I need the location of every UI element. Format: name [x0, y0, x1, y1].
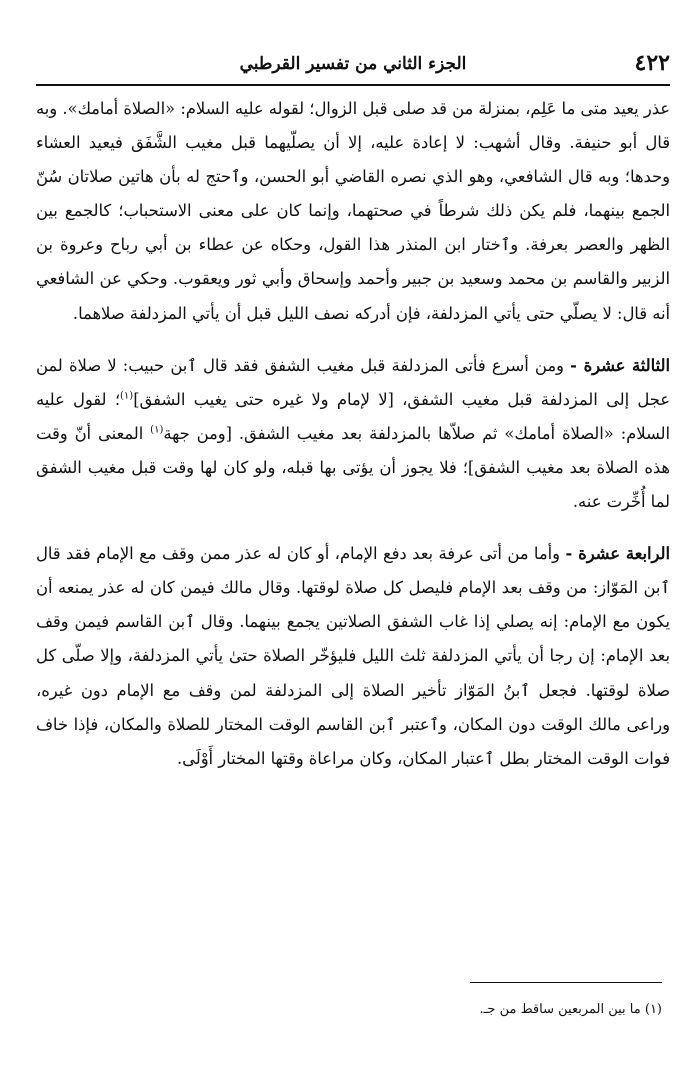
footnote-marker: (١) — [120, 390, 134, 402]
footnote: (١) ما بين المربعين ساقط من جـ. — [479, 1002, 662, 1017]
footnote-divider — [470, 982, 662, 983]
paragraph — [36, 537, 670, 776]
paragraph-text: وأما من أتى عرفة بعد دفع الإمام، أو كان له عذر ممن وقف مع الإمام فقد قال ٱبن المَوّاز: من وقف بعد الإمام فليصل كل صلاة لوقتها. وقال مالك فيمن كان له عذر يمنعه أن يكون مع الإمام: إنه يصلي إذا غاب الشفق الصلاتين يجمع بينهما. وقال ٱبن القاسم فيمن وقف بعد الإمام: إن رجا أن يأتي المزدلفة ثلث الليل فليؤخّر الصلاة حتىٰ يأتي المزدلفة، وإلا صلّى كل صلاة لوقتها. فجعل ٱبنُ المَوّاز تأخير الصلاة إلى المزدلفة لمن وقف مع الإمام دون غيره، وراعى مالك الوقت دون المكان، وٱعتبر ٱبن القاسم الوقت المختار للصلاة والمكان، فإذا خاف فوات الوقت المختار بطل ٱعتبار المكان، وكان مراعاة وقتها المختار أَوْلَى. — [36, 544, 670, 768]
paragraph — [36, 349, 670, 519]
paragraph-text: ؛ لقول عليه السلام: «الصلاة أمامك» ثم صلاّها بالمزدلفة بعد مغيب الشفق. [ومن جهة — [36, 389, 670, 443]
paragraph-text: المعنى أنّ وقت هذه الصلاة بعد مغيب الشفق]؛ فلا يجوز أن يؤتى بها قبله، ولو كان لها وقت قبل مغيب الشفق لما أُخِّرت عنه. — [36, 423, 670, 512]
paragraph-text: عذر يعيد متى ما عَلِم، بمنزلة من قد صلى قبل الزوال؛ لقوله عليه السلام: «الصلاة أمامك». وبه قال أبو حنيفة. وقال أشهب: لا إعادة عليه، إلا أن يصلّيهما قبل مغيب الشَّفَق فيعيد العشاء وحدها؛ وبه قال الشافعي، وهو الذي نصره القاضي أبو الحسن، وٱحتج له بأن هاتين صلاتان سُنّ الجمع بينهما، فلم يكن ذلك شرطاً في صحتهما، وإنما كان على معنى الاستحباب؛ كالجمع بين الظهر والعصر بعرفة. وٱختار ابن المنذر هذا القول، وحكاه عن عطاء بن أبي رباح وعروة بن الزبير والقاسم بن محمد وسعيد بن جبير وأحمد وإسحاق وأبي ثور ويعقوب. وحكي عن الشافعي أنه قال: لا يصلّي حتى يأتي المزدلفة، فإن أدركه نصف الليل قبل أن يأتي المزدلفة صلاهما. — [36, 99, 670, 323]
footnote-marker: (١) — [150, 424, 164, 436]
section-heading: الرابعة عشرة - — [565, 544, 670, 564]
main-text — [36, 92, 670, 776]
running-title: الجزء الثاني من تفسير القرطبي — [239, 54, 467, 74]
running-header — [36, 48, 670, 86]
page-number: ٤٢٢ — [634, 50, 670, 76]
section-heading: الثالثة عشرة - — [570, 355, 671, 375]
paragraph — [36, 92, 670, 331]
paragraph-text: ومن أسرع فأتى المزدلفة قبل مغيب الشفق فقد قال ٱبن حبيب: لا صلاة لمن عجل إلى المزدلفة قبل مغيب الشفق، [لا لإمام ولا غيره حتى يغيب الشفق] — [36, 355, 670, 409]
